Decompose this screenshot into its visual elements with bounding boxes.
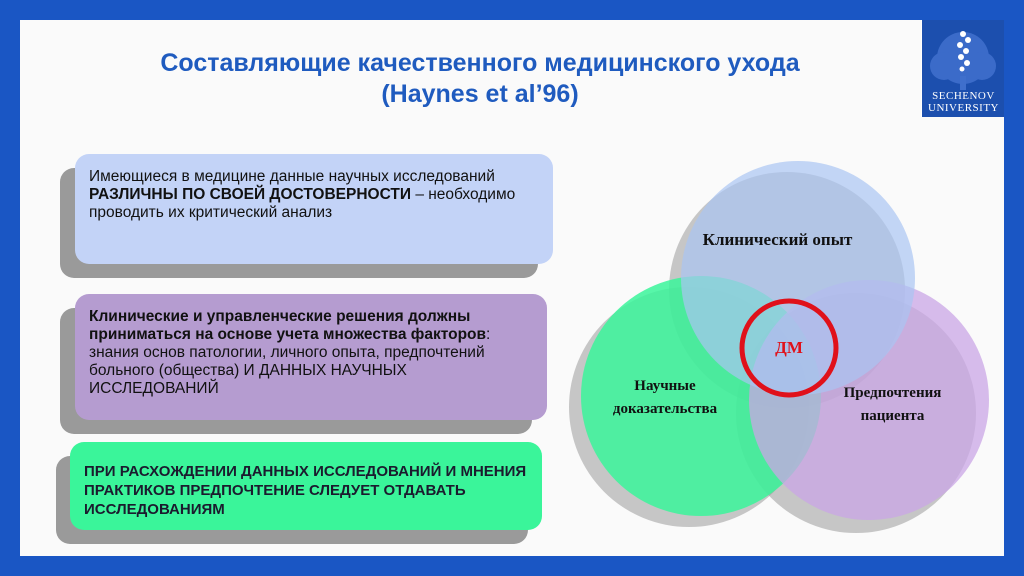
box2-bold-text: Клинические и управленческие решения должны приниматься на основе учета множества факторов	[89, 308, 487, 343]
circle-clinical-experience	[681, 161, 915, 395]
logo-text-line-2: UNIVERSITY	[928, 102, 999, 114]
label-patient-preferences	[820, 382, 965, 428]
venn-diagram	[20, 20, 1004, 556]
label-clinical-experience: Клинический опыт	[702, 230, 853, 249]
label-scientific-evidence-line-1: Научные	[634, 378, 696, 394]
box1-text-end: – необходимо проводить их критический анализ	[89, 186, 516, 221]
label-scientific-evidence-line-2: доказательства	[612, 401, 718, 417]
title-line-2: (Haynes et al’96)	[381, 80, 579, 108]
label-patient-preferences-line-2: пациента	[860, 408, 925, 424]
box3-text: ПРИ РАСХОЖДЕНИИ ДАННЫХ ИССЛЕДОВАНИЙ И МНЕНИЯ ПРАКТИКОВ ПРЕДПОЧТЕНИЕ СЛЕДУЕТ ОТДАВАТЬ ИССЛЕДОВАНИЯМ	[84, 463, 527, 518]
title-line-1: Составляющие качественного медицинского ухода	[160, 49, 800, 77]
box1-bold-text: РАЗЛИЧНЫ ПО СВОЕЙ ДОСТОВЕРНОСТИ	[89, 186, 412, 203]
label-scientific-evidence	[590, 375, 740, 421]
box2-text: : знания основ патологии, личного опыта, предпочтений больного (общества) И ДАННЫХ НАУЧНЫХ ИССЛЕДОВАНИЙ	[89, 326, 491, 397]
label-dm: ДМ	[775, 338, 803, 357]
slide	[20, 20, 1004, 556]
label-patient-preferences-line-1: Предпочтения	[843, 385, 942, 401]
box1-text: Имеющиеся в медицине данные научных исследований	[89, 168, 495, 185]
logo-text-line-1: SECHENOV	[932, 90, 995, 102]
